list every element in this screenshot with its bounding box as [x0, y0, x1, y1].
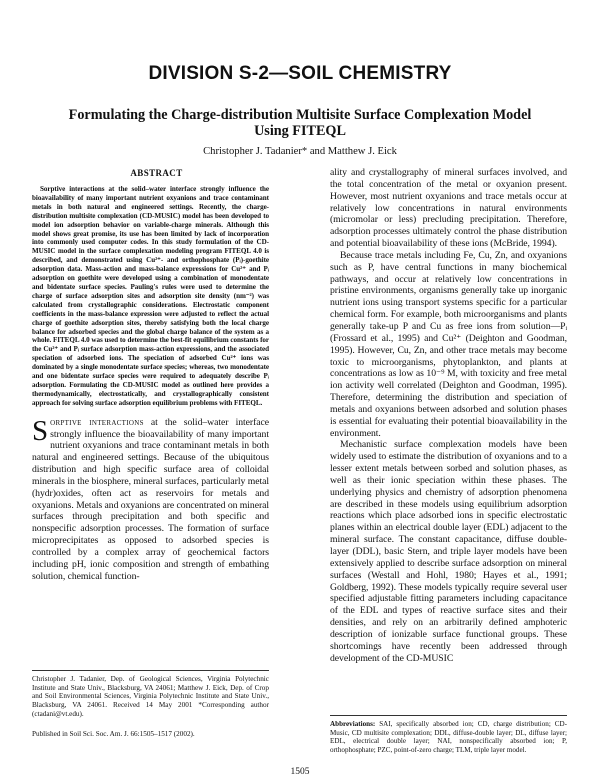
intro-text: at the solid–water interface strongly influence the bioavailability of many important nutrient oxyanions and trace contaminant metals in both natural and engineered settings. Because of the ubiquitous distribution and high specific surface area of colloidal minerals in the biosphere, mineral surfaces, particularly metal (hydr)oxides, often act as reservoirs for metals and oxyanions. Metals and oxyanions are concentrated on mineral surfaces through precipitation and both specific and nonspecific adsorption processes. The formation of surface microprecipitates as opposed to adsorbed species is controlled by a complex array of geochemical factors including pH, ionic composition and strength of embathing solution, chemical function- — [32, 416, 270, 582]
right-column — [330, 167, 567, 664]
trace-metals-paragraph: Because trace metals including Fe, Cu, Zn, and oxyanions such as P, have central functions in many biochemical pathways, and occur at relatively low concentrations in pristine environments, organisms generally take up inorganic nutrient ions using transport systems specific for a particular chemical form. For example, both microorganisms and plants generally take-up P and Cu as free ions from solution—Pᵢ (Frossard et al., 1995) and Cu²⁺ (Deighton and Goodman, 1995). However, Cu, Zn, and other trace metals may become toxic to microorganisms, phytoplankton, and plants at concentrations as low as 10⁻⁹ M, with toxicity and free metal ion activity well correlated (Deighton and Goodman, 1995). Therefore, determining the distribution and speciation of metals and oxyanions between adsorbed and solution phases is essential for evaluating their potential bioavailability in the environment. — [330, 249, 567, 439]
division-heading: DIVISION S-2—SOIL CHEMISTRY — [148, 63, 452, 84]
article-title: Formulating the Charge-distribution Multisite Surface Complexation Model Using FITEQL — [68, 107, 532, 139]
publication-note: Published in Soil Sci. Soc. Am. J. 66:1505–1517 (2002). — [32, 729, 195, 738]
drop-cap: S — [32, 414, 49, 447]
abstract-text: Sorptive interactions at the solid–water interface strongly influence the bioavailability of many important nutrient oxyanions and trace contaminant metals in both natural and engineered settings. Recently, the charge-distribution multisite complexation (CD-MUSIC) model has been developed to model ion adsorption behavior on variable-charge minerals. Although this model shows great promise, its use has been limited by lack of incorporation into commonly used computer codes. In this study formulation of the CD-MUSIC model in the surface complexation modeling program FITEQL 4.0 is described, and demonstrated using Cu²⁺- and orthophosphate (Pᵢ)-goethite adsorption data. Mass-action and mass-balance expressions for Cu²⁺ and Pᵢ adsorption on goethite were developed using a combination of monodentate and bidentate surface species. Pauling's rules were used to determine the charge of surface adsorption sites and adsorption site density (nm⁻²) was calculated from crystallographic considerations. Electrostatic component coefficients in the mass-balance expression were adjusted to reflect the actual charge of goethite adsorption sites, thereby satisfying both the local charge balance for adsorbed species and the global charge balance of the system as a whole. FITEQL 4.0 was used to determine the best-fit equilibrium constants for the Cu²⁺ and Pᵢ surface adsorption mass-action expressions, and the associated speciation of adsorbed ions. The speciation of adsorbed Cu²⁺ ions was dominated by a single monodentate surface species; whereas, two monodentate and one bidentate surface species were required to adequately describe Pᵢ adsorption. Formulating the CD-MUSIC model as outlined here provides a thermodynamically, electrostatically, and crystallographically consistent approach for solving surface adsorption equilibrium problems with FITEQL. — [32, 185, 269, 407]
intro-paragraph — [32, 414, 270, 583]
intro-smallcaps: orptive interactions — [50, 416, 144, 428]
abbreviations-note — [330, 720, 567, 754]
abbreviations-area — [330, 715, 567, 754]
left-column — [32, 168, 269, 582]
author-line: Christopher J. Tadanier* and Matthew J. Eick — [203, 146, 397, 157]
surface-complexation-paragraph: Mechanistic surface complexation models have been widely used to estimate the distribution of oxyanions and to a lesser extent metals between sorbed and solution phases, as well as their ionic speciation within these phases. The underlying physics and chemistry of adsorption phenomena are described in these models using equilibrium adsorption reactions which place adsorbed ions in specific electrostatic planes within an electrical double layer (EDL) adjacent to the mineral surface. The constant capacitance, diffuse double-layer (DDL), basic Stern, and triple layer models have been extensively applied to describe surface adsorption on mineral surfaces (Westall and Hohl, 1980; Hayes et al., 1991; Goldberg, 1992). These models typically require several user specified adjustable fitting parameters including capacitance of the EDL and types of reactive surface sites and their densities, and rely on an arbitrarily defined amphoteric description of ionizable surface functional groups. These shortcomings have recently been addressed through development of the CD-MUSIC — [330, 439, 567, 664]
abstract-heading: ABSTRACT — [130, 168, 183, 178]
abbreviations-divider — [330, 715, 567, 716]
author-affiliation-footnote: Christopher J. Tadanier, Dep. of Geological Sciences, Virginia Polytechnic Institute and State Univ., Blacksburg, VA 24061; Matthew J. Eick, Dep. of Crop and Soil Environmental Sciences, Virginia Polytechnic Institute and State Univ., Blacksburg, VA 24061. Received 14 May 2001 *Corresponding author (ctadani@vt.edu). — [32, 675, 269, 718]
page-number: 1505 — [290, 767, 310, 777]
intro-paragraph-continued: ality and crystallography of mineral surfaces involved, and the total concentration of the metal or oxyanion present. However, most nutrient oxyanions and trace metals occur at relatively low concentrations in natural environments (micromolar or less) precluding precipitation. Therefore, adsorption processes ultimately control the phase distribution and potential bioavailability of these ions (McBride, 1994). — [330, 167, 567, 250]
footnote-divider — [32, 670, 269, 671]
abbreviations-label: Abbreviations: — [330, 720, 376, 728]
abbreviations-text: SAI, specifically absorbed ion; CD, charge distribution; CD-Music, CD multisite complexation; DDL, diffuse-double layer; DL, diffuse layer; EDL, electrical double layer; NAI, nonspecifically absorbed ion; P, orthophosphate; PZC, point-of-zero charge; TLM, triple layer model. — [330, 720, 567, 754]
footnote-area — [32, 670, 269, 738]
